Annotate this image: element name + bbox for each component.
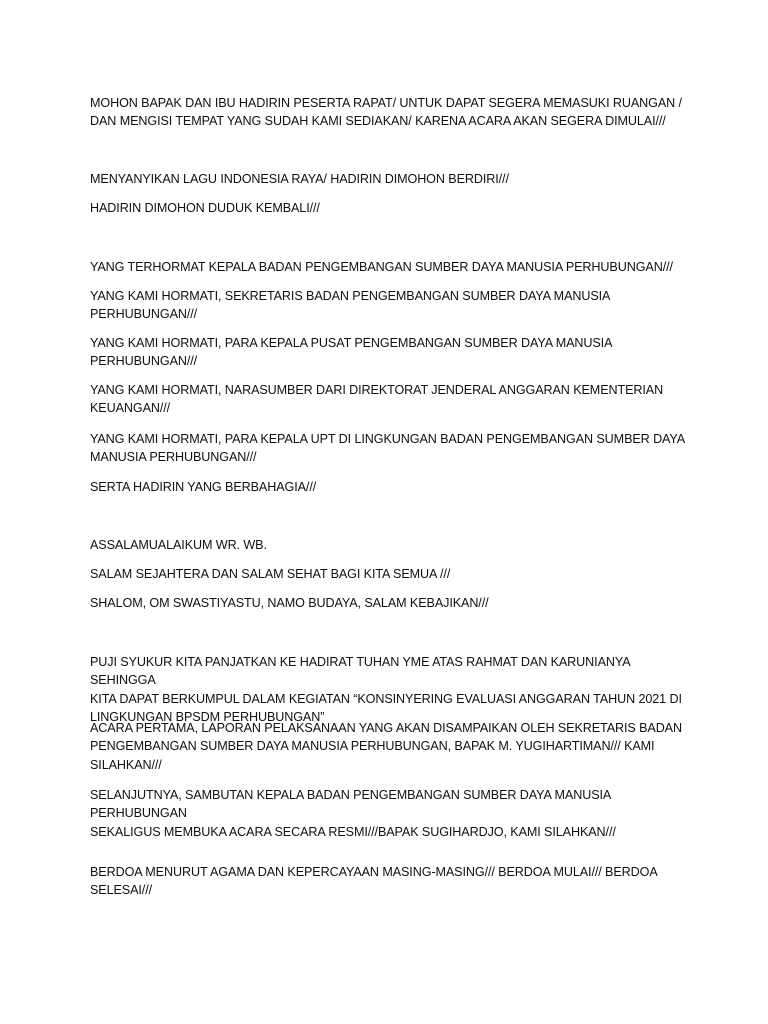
- paragraph-salam-islam: ASSALAMUALAIKUM WR. WB.: [90, 538, 267, 552]
- paragraph-greeting-head: YANG TERHORMAT KEPALA BADAN PENGEMBANGAN SUMBER DAYA MANUSIA PERHUBUNGAN///: [90, 260, 673, 274]
- paragraph-salam-sejahtera: SALAM SEJAHTERA DAN SALAM SEHAT BAGI KITA SEMUA ///: [90, 567, 451, 581]
- paragraph-opening-request: MOHON BAPAK DAN IBU HADIRIN PESERTA RAPAT/ UNTUK DAPAT SEGERA MEMASUKI RUANGAN / DAN MENGISI TEMPAT YANG SUDAH KAMI SEDIAKAN/ KARENA ACARA AKAN SEGERA DIMULAI///: [90, 96, 682, 129]
- paragraph-greeting-upt-heads: YANG KAMI HORMATI, PARA KEPALA UPT DI LINGKUNGAN BADAN PENGEMBANGAN SUMBER DAYA MANUSIA PERHUBUNGAN///: [90, 432, 686, 465]
- paragraph-prayer: BERDOA MENURUT AGAMA DAN KEPERCAYAAN MASING-MASING/// BERDOA MULAI/// BERDOA SELESAI///: [90, 865, 658, 898]
- paragraph-greeting-audience: SERTA HADIRIN YANG BERBAHAGIA///: [90, 480, 317, 494]
- paragraph-greeting-center-heads: YANG KAMI HORMATI, PARA KEPALA PUSAT PENGEMBANGAN SUMBER DAYA MANUSIA PERHUBUNGAN///: [90, 336, 613, 369]
- paragraph-opening-speech: SELANJUTNYA, SAMBUTAN KEPALA BADAN PENGEMBANGAN SUMBER DAYA MANUSIA PERHUBUNGAN SEKALIGUS MEMBUKA ACARA SECARA RESMI///BAPAK SUGIHARDJO, KAMI SILAHKAN///: [90, 788, 616, 839]
- paragraph-greeting-speaker: YANG KAMI HORMATI, NARASUMBER DARI DIREKTORAT JENDERAL ANGGARAN KEMENTERIAN KEUANGAN///: [90, 383, 664, 416]
- paragraph-first-agenda: ACARA PERTAMA, LAPORAN PELAKSANAAN YANG AKAN DISAMPAIKAN OLEH SEKRETARIS BADAN PENGEMBANGAN SUMBER DAYA MANUSIA PERHUBUNGAN, BAPAK M. YUGIHARTIMAN/// KAMI SILAHKAN///: [90, 721, 682, 772]
- paragraph-national-anthem: MENYANYIKAN LAGU INDONESIA RAYA/ HADIRIN DIMOHON BERDIRI///: [90, 172, 509, 186]
- paragraph-please-sit: HADIRIN DIMOHON DUDUK KEMBALI///: [90, 201, 320, 215]
- paragraph-salam-other: SHALOM, OM SWASTIYASTU, NAMO BUDAYA, SALAM KEBAJIKAN///: [90, 596, 489, 610]
- paragraph-gratitude: PUJI SYUKUR KITA PANJATKAN KE HADIRAT TUHAN YME ATAS RAHMAT DAN KARUNIANYA SEHINGGA KITA DAPAT BERKUMPUL DALAM KEGIATAN “KONSINYERING EVALUASI ANGGARAN TAHUN 2021 DI LINGKUNGAN BPSDM PERHUBUNGAN”: [90, 655, 682, 725]
- paragraph-greeting-secretary: YANG KAMI HORMATI, SEKRETARIS BADAN PENGEMBANGAN SUMBER DAYA MANUSIA PERHUBUNGAN///: [90, 289, 611, 322]
